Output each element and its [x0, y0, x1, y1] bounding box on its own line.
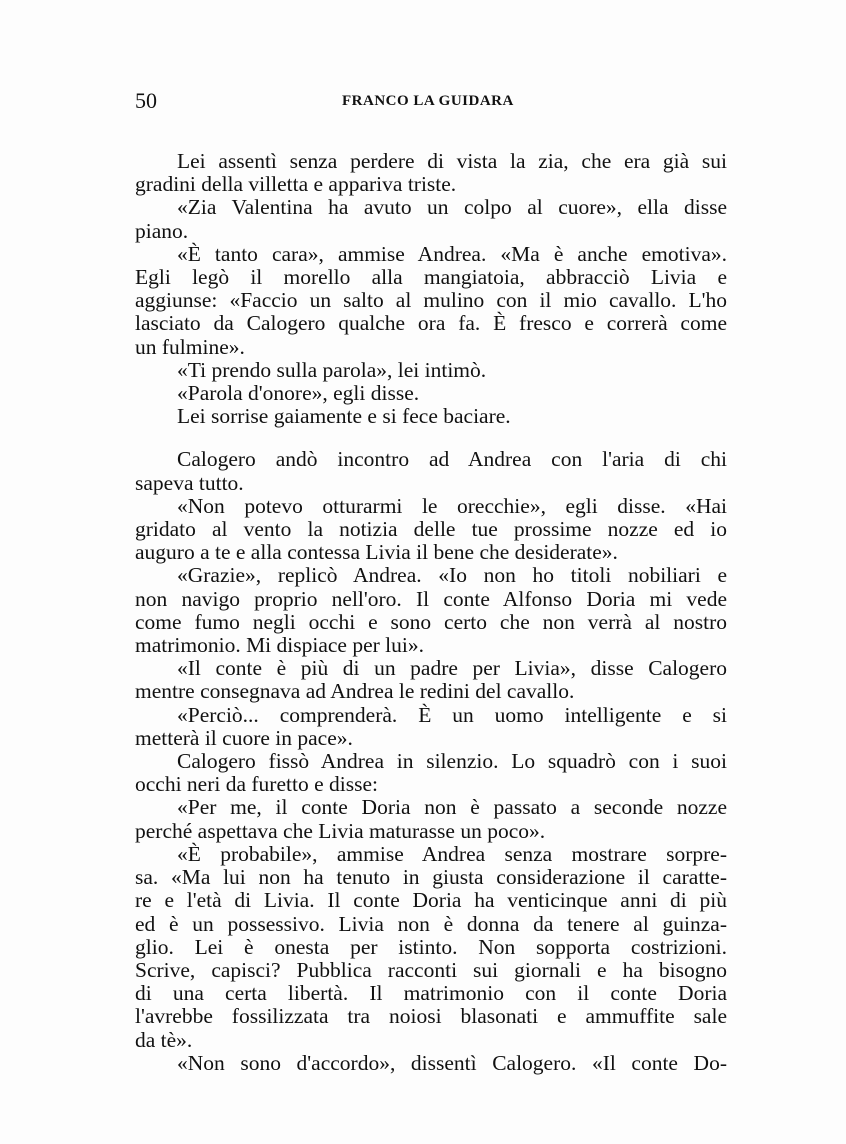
- text-line: lasciato da Calogero qualche ora fa. È fresco e correrà come: [135, 311, 727, 336]
- text-line: ed è un possessivo. Livia non è donna da tenere al guinza-: [135, 911, 727, 936]
- body-text: [135, 150, 727, 1075]
- text-line: «Per me, il conte Doria non è passato a seconde nozze: [177, 795, 727, 820]
- text-line: Calogero andò incontro ad Andrea con l'aria di chi: [177, 447, 727, 472]
- text-line: «Non sono d'accordo», dissentì Calogero. «Il conte Do-: [177, 1050, 727, 1075]
- text-line: perché aspettava che Livia maturasse un poco».: [135, 818, 546, 843]
- page-number: 50: [135, 88, 157, 113]
- text-line: di una certa libertà. Il matrimonio con il conte Doria: [135, 981, 727, 1006]
- text-line: «Il conte è più di un padre per Livia», disse Calogero: [177, 656, 727, 681]
- text-line: glio. Lei è onesta per istinto. Non sopporta costrizioni.: [135, 934, 727, 959]
- section-gap: [135, 428, 727, 448]
- text-line: sapeva tutto.: [135, 470, 244, 495]
- running-head: FRANCO LA GUIDARA: [342, 93, 514, 109]
- text-line: Lei assentì senza perdere di vista la zia, che era già sui: [177, 149, 727, 173]
- text-line: piano.: [135, 218, 189, 243]
- text-line: Calogero fissò Andrea in silenzio. Lo squadrò con i suoi: [177, 749, 727, 774]
- text-line: gradini della villetta e appariva triste.: [135, 172, 457, 197]
- text-line: «È probabile», ammise Andrea senza mostrare sorpre-: [177, 841, 727, 866]
- text-line: gridato al vento la notizia delle tue prossime nozze ed io: [135, 517, 727, 542]
- page-header: [135, 88, 725, 114]
- text-line: non navigo proprio nell'oro. Il conte Alfonso Doria mi vede: [135, 586, 727, 611]
- text-line: un fulmine».: [135, 334, 245, 359]
- text-line: Scrive, capisci? Pubblica racconti sui giornali e ha bisogno: [135, 957, 727, 982]
- text-line: re e l'età di Livia. Il conte Doria ha venticinque anni di più: [135, 888, 727, 913]
- text-line: «Grazie», replicò Andrea. «Io non ho titoli nobiliari e: [177, 563, 727, 588]
- text-line: «Parola d'onore», egli disse.: [177, 381, 420, 406]
- text-line: «Perciò... comprenderà. È un uomo intelligente e si: [177, 702, 727, 727]
- text-line: aggiunse: «Faccio un salto al mulino con il mio cavallo. L'ho: [135, 288, 727, 313]
- text-line: «Non potevo otturarmi le orecchie», egli disse. «Hai: [177, 493, 727, 518]
- text-line: da tè».: [135, 1027, 193, 1052]
- text-line: occhi neri da furetto e disse:: [135, 772, 378, 797]
- text-line: sa. «Ma lui non ha tenuto in giusta considerazione il caratte-: [135, 865, 727, 890]
- text-line: «Zia Valentina ha avuto un colpo al cuore», ella disse: [177, 195, 727, 220]
- text-line: come fumo negli occhi e sono certo che non verrà al nostro: [135, 609, 727, 634]
- text-line: Egli legò il morello alla mangiatoia, abbracciò Livia e: [135, 265, 727, 290]
- text-line: «Ti prendo sulla parola», lei intimò.: [177, 357, 487, 382]
- text-line: Lei sorrise gaiamente e si fece baciare.: [177, 404, 511, 429]
- text-line: auguro a te e alla contessa Livia il bene che desiderate».: [135, 540, 618, 565]
- text-line: matrimonio. Mi dispiace per lui».: [135, 633, 425, 658]
- text-line: metterà il cuore in pace».: [135, 725, 353, 750]
- text-line: «È tanto cara», ammise Andrea. «Ma è anche emotiva».: [177, 241, 727, 266]
- text-line: l'avrebbe fossilizzata tra noiosi blasonati e ammuffite sale: [135, 1004, 727, 1029]
- text-line: mentre consegnava ad Andrea le redini del cavallo.: [135, 679, 575, 704]
